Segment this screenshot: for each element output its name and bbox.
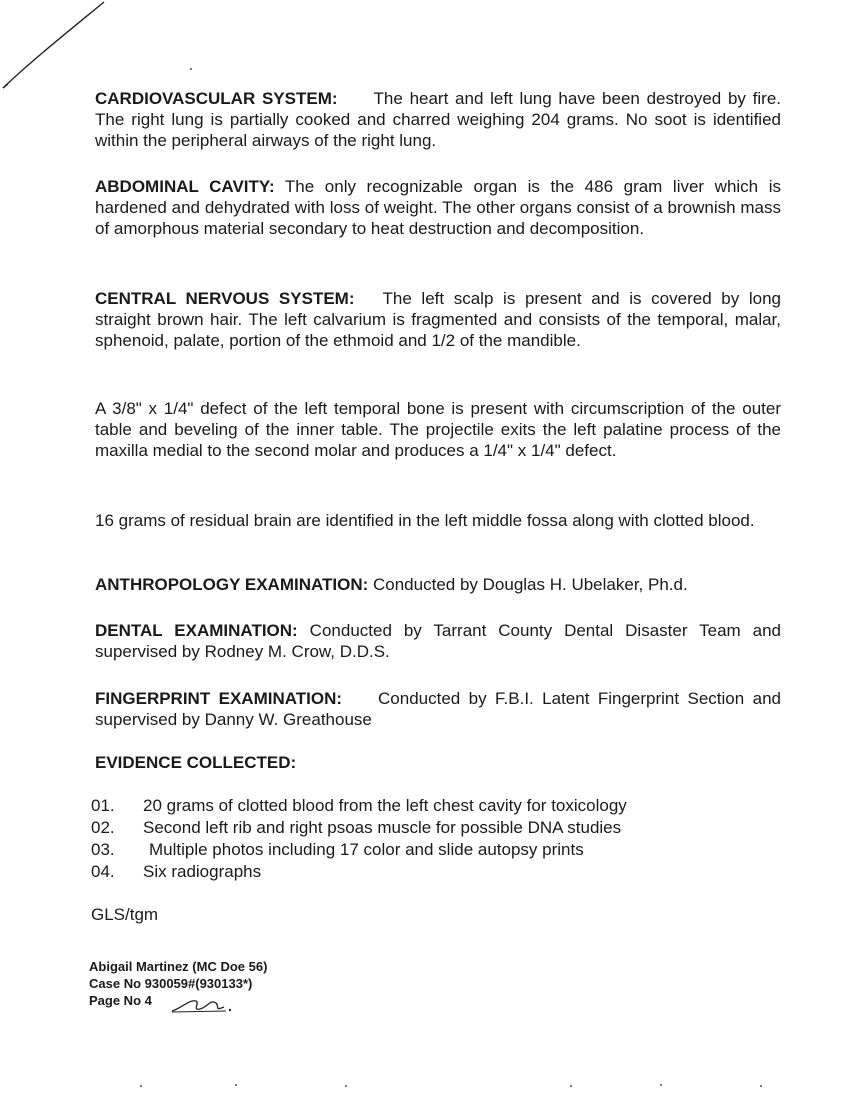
footer-case-line: Case No 930059#(930133*) (89, 976, 253, 991)
item-text: 20 grams of clotted blood from the left chest cavity for toxicology (143, 796, 627, 815)
evidence-heading: EVIDENCE COLLECTED: (95, 753, 297, 772)
footer-name-line: Abigail Martinez (MC Doe 56) (89, 959, 268, 974)
abdominal-section (95, 176, 781, 239)
dental-section (95, 620, 781, 662)
anthropology-text: Conducted by Douglas H. Ubelaker, Ph.d. (373, 575, 688, 594)
list-item (91, 817, 627, 839)
anthropology-heading: ANTHROPOLOGY EXAMINATION: (95, 575, 369, 594)
scan-speck (760, 1085, 762, 1087)
list-item (91, 795, 627, 817)
cardiovascular-section (95, 88, 781, 151)
cns-text: The left scalp is present and is covered by long straight brown hair. The left calvarium is fragmented and consists of the temporal, malar, sphenoid, palate, portion of the ethmoid and 1/2 of the mandible. (95, 289, 781, 350)
evidence-section (95, 752, 781, 773)
scan-speck (345, 1085, 347, 1087)
scan-speck (140, 1085, 142, 1087)
defect-paragraph (95, 398, 781, 461)
fingerprint-section (95, 688, 781, 730)
cns-heading: CENTRAL NERVOUS SYSTEM: (95, 289, 355, 308)
defect-text: A 3/8" x 1/4" defect of the left temporal bone is present with circumscription of the outer table and beveling of the inner table. The projectile exits the left palatine process of the maxilla medial to the second molar and produces a 1/4" x 1/4" defect. (95, 399, 781, 460)
cns-section (95, 288, 781, 351)
corner-pen-stroke (0, 0, 110, 100)
fingerprint-text: Conducted by F.B.I. Latent Fingerprint Section and supervised by Danny W. Greathouse (95, 689, 781, 729)
footer-page-line: Page No 4 (89, 993, 152, 1008)
item-number: 01. (91, 796, 115, 815)
scan-speck (190, 68, 192, 70)
item-text: Multiple photos including 17 color and slide autopsy prints (149, 840, 584, 859)
brain-text: 16 grams of residual brain are identified in the left middle fossa along with clotted blood. (95, 511, 755, 530)
cardiovascular-text: The heart and left lung have been destroyed by fire. The right lung is partially cooked and charred weighing 204 grams. No soot is identified within the peripheral airways of the right lung. (95, 89, 781, 150)
abdominal-text: The only recognizable organ is the 486 gram liver which is hardened and dehydrated with loss of weight. The other organs consist of a brownish mass of amorphous material secondary to heat destruction and decomposition. (95, 177, 781, 238)
item-text: Six radiographs (143, 862, 262, 881)
item-number: 03. (91, 840, 115, 859)
handwritten-initials-mark (170, 995, 240, 1015)
typist-initials: GLS/tgm (91, 905, 159, 924)
brain-paragraph (95, 510, 781, 531)
list-item (91, 839, 627, 861)
scan-speck (660, 1084, 662, 1086)
dental-text: Conducted by Tarrant County Dental Disaster Team and supervised by Rodney M. Crow, D.D.S. (95, 621, 782, 661)
item-text: Second left rib and right psoas muscle for possible DNA studies (143, 818, 622, 837)
item-number: 02. (91, 818, 115, 837)
anthropology-section (95, 574, 781, 595)
item-number: 04. (91, 862, 115, 881)
fingerprint-heading: FINGERPRINT EXAMINATION: (95, 689, 343, 708)
scan-speck (570, 1085, 572, 1087)
dental-heading: DENTAL EXAMINATION: (95, 621, 298, 640)
evidence-list (91, 795, 627, 883)
cardiovascular-heading: CARDIOVASCULAR SYSTEM: (95, 89, 338, 108)
scan-speck (235, 1084, 237, 1086)
abdominal-heading: ABDOMINAL CAVITY: (95, 177, 275, 196)
list-item (91, 861, 627, 883)
